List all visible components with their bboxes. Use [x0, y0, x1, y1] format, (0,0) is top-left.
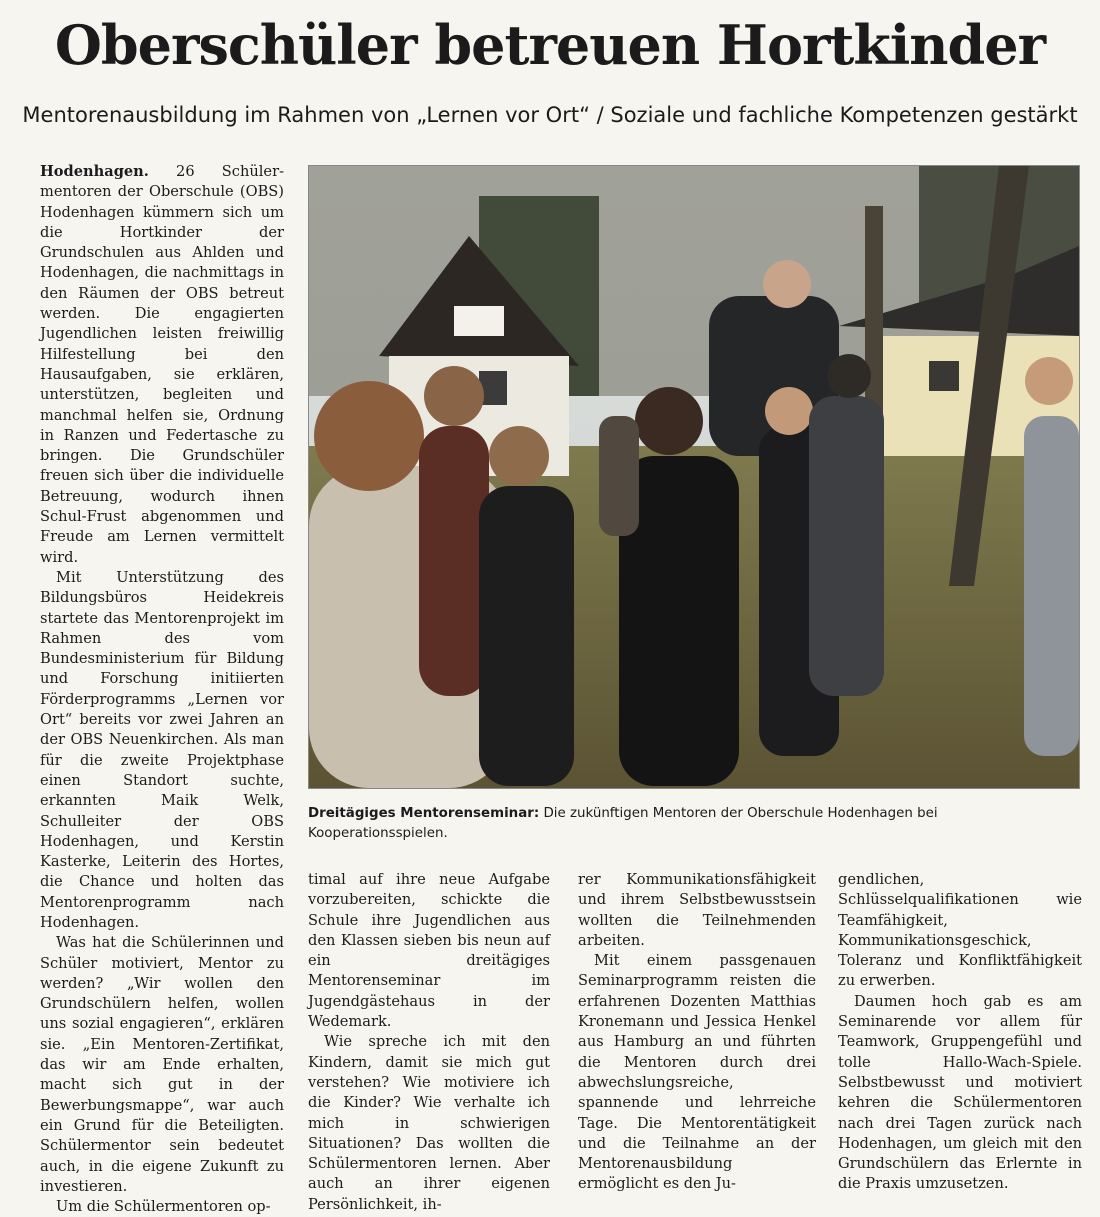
paragraph: rer Kommunikationsfähigkeit und ihrem Selbstbewusstsein wollten die Teilnehmenden arbeiten.	[578, 871, 816, 949]
article-photo	[308, 165, 1080, 789]
dateline: Hodenhagen.	[40, 163, 149, 180]
photo-caption	[308, 804, 1080, 844]
paragraph: Daumen hoch gab es am Seminarende vor allem für Teamwork, Gruppengefühl und tolle Hallo-Wach-Spiele. Selbstbewusst und motiviert kehren die Schülermentoren nach drei Tagen zurück nach Hodenhagen, um gleich mit den Grundschülern das Erlernte in die Praxis umzusetzen.	[838, 992, 1082, 1193]
subheadline: Mentorenausbildung im Rahmen von „Lernen vor Ort“ / Soziale und fachliche Kompetenzen gestärkt	[22, 103, 1078, 127]
paragraph: Um die Schülermentoren op-	[56, 1198, 271, 1216]
paragraph: Mit Unterstützung des Bildungsbüros Heidekreis startete das Mentorenprojekt im Rahmen des vom Bundesministerium für Bildung und Forschung initiierten Förderprogramms „Lernen vor Ort“ bereits vor zwei Jahren an der OBS Neuenkirchen. Als man für die zweite Projektphase einen Standort suchte, erkannten Maik Welk, Schulleiter der OBS Hodenhagen, und Kerstin Kasterke, Leiterin des Hortes, die Chance und holten das Mentorenprogramm nach Hodenhagen.	[40, 568, 284, 931]
column-4	[838, 870, 1082, 1195]
headline: Oberschüler betreuen Hortkinder	[54, 13, 1046, 77]
paragraph-intro	[40, 162, 284, 568]
paragraph: Wie spreche ich mit den Kindern, damit sie mich gut verstehen? Wie motiviere ich die Kinder? Wie verhalte ich mich in schwierigen Situationen? Das wollten die Schülermentoren lernen. Aber auch an ihrer eigenen Persönlichkeit, ih-	[308, 1033, 550, 1213]
paragraph: gendlichen, Schlüsselqualifikationen wie Teamfähigkeit, Kommunikationsgeschick, Toleranz und Konfliktfähigkeit zu erwerben.	[838, 871, 1082, 990]
column-3	[578, 870, 816, 1195]
column-1	[40, 162, 284, 1217]
paragraph: Was hat die Schülerinnen und Schüler motiviert, Mentor zu werden? „Wir wollen den Grundschülern helfen, wollen uns sozial engagieren“, erklären sie. „Ein Mentoren-Zertifikat, das wir am Ende erhalten, macht sich gut in der Bewerbungsmappe“, war auch ein Grund für die Beteiligten. Schülermentor sein bedeutet auch, in die eigene Zukunft zu investieren.	[40, 934, 284, 1195]
caption-text: Die zukünftigen Mentoren der Oberschule Hodenhagen bei Kooperationsspielen.	[308, 806, 938, 841]
intro-text: 26 Schülermentoren der Oberschule (OBS) Hodenhagen kümmern sich um die Hortkinder der Grundschulen aus Ahlden und Hodenhagen, die nachmittags in den Räumen der OBS betreut werden. Die engagierten Jugendlichen leisten freiwillig Hilfestellung bei den Hausaufgaben, sie erklären, unterstützen, begleiten und manchmal helfen sie, Ordnung in Ranzen und Federtasche zu bringen. Die Grundschüler freuen sich über die individuelle Betreuung, wodurch ihnen Schul-Frust abgenommen und Freude am Lernen vermittelt wird.	[40, 163, 284, 566]
paragraph: timal auf ihre neue Aufgabe vorzubereiten, schickte die Schule ihre Jugendlichen aus den Klassen sieben bis neun auf ein dreitägiges Mentorenseminar im Jugendgästehaus in der Wedemark.	[308, 871, 550, 1031]
column-2	[308, 870, 550, 1215]
caption-lead: Dreitägiges Mentorenseminar:	[308, 806, 540, 821]
paragraph: Mit einem passgenauen Seminarprogramm reisten die erfahrenen Dozenten Matthias Kronemann und Jessica Henkel aus Hamburg an und führten die Mentoren durch drei abwechslungsreiche, spannende und lehrreiche Tage. Die Mentorentätigkeit und die Teilnahme an der Mentorenausbildung ermöglicht es den Ju-	[578, 952, 816, 1193]
